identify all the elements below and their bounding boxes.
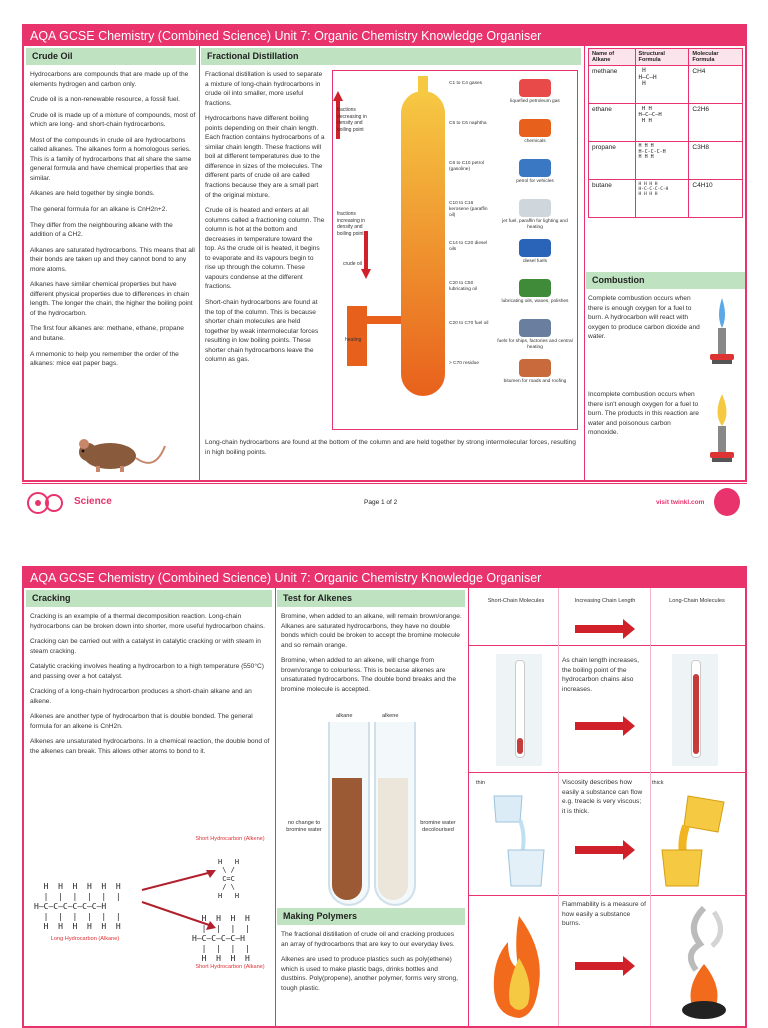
tube-label-alkene: alkene xyxy=(382,713,399,719)
fraction-product-icon xyxy=(519,319,551,337)
crude-oil-p10: The first four alkanes are: methane, ethane, propane and butane. xyxy=(30,325,184,343)
fraction-name: C1 to C4 gases xyxy=(449,81,483,86)
fraction-name: C20 to C70 fuel oil xyxy=(449,321,489,326)
fraction-product-icon xyxy=(519,199,551,217)
mouse-illustration xyxy=(70,432,170,474)
fraction-name: C10 to C16 kerosene (paraffin oil) xyxy=(449,201,488,219)
polymers-heading: Making Polymers xyxy=(277,908,465,925)
polymers-p2: Alkenes are used to produce plastics such as poly(ethene) which is used to make plastic bags, drinks bottles and dustbins. Poly(propene), another polymer, forms very strong, tough plastic. xyxy=(281,956,459,992)
structural-formula-propane: H H H H-C-C-C-H H H H xyxy=(635,142,689,180)
crude-oil-p3: Crude oil is made up of a mixture of compounds, most of which are long- and short-chain hydrocarbons. xyxy=(30,111,196,129)
up-label: fractions decreasing in density and boiling point xyxy=(337,107,367,133)
fraction-name: C6 to C10 petrol (gasoline) xyxy=(449,161,484,173)
bunsen-burner-yellow-icon xyxy=(704,392,740,464)
molecular-formula: C4H10 xyxy=(689,180,743,218)
crude-oil-heading: Crude Oil xyxy=(26,48,196,65)
complete-combustion: Complete combustion occurs when there is enough oxygen for a fuel to burn. A hydrocarbon will react with oxygen to produce carbon dioxide and water. xyxy=(588,295,700,341)
structural-formula-methane: H H—C—H H xyxy=(635,66,689,104)
low-thermometer-icon xyxy=(496,654,542,766)
structural-formula-butane: H H H H H-C-C-C-C-H H H H H xyxy=(635,180,689,218)
fractional-p3: Crude oil is heated and enters at all columns called a fractioning column. The column is hot at the bottom and decreases in temperature toward the top. As the crude oil is heated, it begins to evaporate and its vapours begin to rise up through the column. These vapours condense at the different fractions. xyxy=(205,207,325,291)
col-molecular: Molecular Formula xyxy=(689,49,743,66)
down-label: fractions increasing in density and boiling point xyxy=(337,211,366,237)
crude-oil-p9: Alkanes have similar chemical properties but have different physical properties due to differences in chain length. The longer the chain, the higher the boiling point of the hydrocarbon. xyxy=(30,281,193,317)
footer-url[interactable]: visit twinkl.com xyxy=(656,499,705,506)
crude-oil-p5: Alkanes are held together by single bonds. xyxy=(30,190,155,198)
fraction-use: petrol for vehicles xyxy=(516,179,554,184)
alkane-name: butane xyxy=(589,180,636,218)
fraction-name: > C70 residue xyxy=(449,361,479,366)
molecular-formula: C2H6 xyxy=(689,104,743,142)
crude-oil-text xyxy=(30,70,196,375)
short-alkane-structure: H H H H | | | | H—C—C—C—C—H | | | | H H H H xyxy=(192,914,250,963)
cracking-text xyxy=(30,612,272,763)
crude-oil-p1: Hydrocarbons are compounds that are made up of the elements hydrogen and carbon only. xyxy=(30,71,189,88)
col-long-chain: Long-Chain Molecules xyxy=(669,598,725,604)
long-alkane-structure: H H H H H H | | | | | | H—C—C—C—C—C—C—H | | | | | | H H H H H H xyxy=(34,882,121,931)
test-alkenes-p2: Bromine, when added to an alkene, will change from brown/orange to colourless. This is because alkenes are unsaturated hydrocarbons. The double bond breaks and the bromine molecule is accepted. xyxy=(281,657,457,693)
thick-label: thick xyxy=(652,780,664,786)
fraction-use: liquefied petroleum gas xyxy=(510,99,560,104)
long-alkane-label: Long Hydrocarbon (Alkane) xyxy=(50,936,120,942)
high-thermometer-icon xyxy=(672,654,718,766)
colourless-bromine-water xyxy=(378,778,408,900)
pouring-water-icon xyxy=(486,792,552,890)
increasing-arrow-4 xyxy=(575,962,625,970)
increasing-arrow-3 xyxy=(575,846,625,854)
increasing-arrow-1 xyxy=(575,625,625,633)
fraction-use: lubricating oils, waxes, polishes xyxy=(501,299,569,304)
incomplete-combustion: Incomplete combustion occurs when there isn't enough oxygen for a fuel to burn. The products in this reaction are water and poisonous carbon monoxide. xyxy=(588,391,699,437)
alkane-name: methane xyxy=(589,66,636,104)
crude-oil-p8: Alkanes are saturated hydrocarbons. This means that all their bonds are taken up and they cannot bond to any more atoms. xyxy=(30,246,195,273)
fraction-use: chemicals xyxy=(524,139,546,144)
pouring-oil-icon xyxy=(660,792,740,890)
small-fire-smoke-icon xyxy=(666,906,742,1022)
crude-oil-p2: Crude oil is a non-renewable resource, a fossil fuel. xyxy=(30,96,180,104)
fraction-use: fuels for ships, factories and central heating xyxy=(497,339,573,351)
cracking-p3: Catalytic cracking involves heating a hydrocarbon to a high temperature (550°C) and passing over a hot catalyst. xyxy=(30,663,264,680)
fraction-name: C5 to C6 naphtha xyxy=(449,121,487,126)
col-increasing: Increasing Chain Length xyxy=(574,598,636,604)
alkanes-table xyxy=(588,48,743,218)
col-short-chain: Short-Chain Molecules xyxy=(487,598,545,604)
large-fire-icon xyxy=(486,912,552,1022)
crude-oil-p4: Most of the compounds in crude oil are hydrocarbons called alkanes. The alkanes form a homologous series. This is a family of hydrocarbons that all share the same general formula and have chemical properties that are similar. xyxy=(30,136,192,182)
heating-label: heating xyxy=(345,337,362,343)
crude-oil-p6: The general formula for an alkane is CnH2n+2. xyxy=(30,206,168,214)
cracking-p1: Cracking is an example of a thermal decomposition reaction. Long-chain hydrocarbons can be broken down into shorter, more useful hydrocarbon chains. xyxy=(30,613,265,630)
page2-title: AQA GCSE Chemistry (Combined Science) Unit 7: Organic Chemistry Knowledge Organiser xyxy=(22,566,747,588)
footer-brand: Science xyxy=(74,496,112,507)
combustion-heading: Combustion xyxy=(586,272,745,289)
structural-formula-ethane: H H H—C—C—H H H xyxy=(635,104,689,142)
fraction-product-icon xyxy=(519,119,551,137)
tube-label-alkane: alkane xyxy=(336,713,353,719)
test-alkenes-text xyxy=(281,612,463,700)
fraction-product-icon xyxy=(519,279,551,297)
short-alkene-label: Short Hydrocarbon (Alkene) xyxy=(195,836,265,842)
crude-oil-p7: They differ from the neighbouring alkane with the addition of a CH2. xyxy=(30,221,173,239)
test-alkenes-p1: Bromine, when added to an alkane, will remain brown/orange. Alkanes are saturated hydrocarbons, they have no double bonds which could be broken to accept the bromine molecule and so remain orange. xyxy=(281,613,462,649)
fractional-p2: Hydrocarbons have different boiling points depending on their chain length. Each fraction contains hydrocarbons of a similar chain length. These fractions will boil at different temperatures due to the difference in sizes of the molecules. The different parts of crude oil are called fractions because they are a small part of the original mixture. xyxy=(205,115,325,199)
col-name: Name of Alkane xyxy=(589,49,636,66)
fraction-name: C20 to C50 lubricating oil xyxy=(449,281,477,293)
distillation-diagram xyxy=(332,70,578,430)
fraction-name: C14 to C20 diesel oils xyxy=(449,241,488,253)
brown-bromine-water xyxy=(332,778,362,900)
flammability-text: Flammability is a measure of how easily a substance burns. xyxy=(562,901,646,928)
fraction-product-icon xyxy=(519,79,551,97)
crude-oil-p11: A mnemonic to help you remember the order of the alkanes: mice eat paper bags. xyxy=(30,350,179,368)
crude-oil-label: crude oil xyxy=(343,261,362,267)
alkane-name: propane xyxy=(589,142,636,180)
fraction-product-icon xyxy=(519,359,551,377)
molecular-formula: C3H8 xyxy=(689,142,743,180)
polymers-p1: The fractional distillation of crude oil and cracking produces an array of hydrocarbons that are key to our everyday lives. xyxy=(281,931,455,948)
molecular-formula: CH4 xyxy=(689,66,743,104)
fractional-text xyxy=(205,70,325,371)
no-change-label: no change to bromine water xyxy=(286,820,322,834)
cracking-p5: Alkenes are another type of hydrocarbon that is double bonded. The general formula for an alkene is CnH2n. xyxy=(30,713,253,730)
fraction-use: bitumen for roads and roofing xyxy=(503,379,567,384)
test-alkenes-heading: Test for Alkenes xyxy=(277,590,465,607)
cracking-heading: Cracking xyxy=(26,590,272,607)
fraction-product-icon xyxy=(519,239,551,257)
fractional-p4: Short-chain hydrocarbons are found at the top of the column. This is because shorter chain molecules are held together by weak intermolecular forces resulting in low boiling points. These shorter chain hydrocarbons leave the column as gas. xyxy=(205,299,319,364)
cracking-p2: Cracking can be carried out with a catalyst in catalytic cracking or with steam in steam cracking. xyxy=(30,638,261,655)
short-alkane-label: Short Hydrocarbon (Alkane) xyxy=(195,964,265,970)
increasing-arrow-2 xyxy=(575,722,625,730)
thin-label: thin xyxy=(476,780,486,786)
polymers-text xyxy=(281,930,463,999)
fraction-use: diesel fuels xyxy=(523,259,547,264)
fraction-use: jet fuel, paraffin for lighting and heating xyxy=(502,219,568,231)
fraction-product-icon xyxy=(519,159,551,177)
decolourised-label: bromine water decolourised xyxy=(420,820,456,834)
footer-page: Page 1 of 2 xyxy=(364,499,398,506)
col-structural: Structural Formula xyxy=(635,49,689,66)
fractional-p5: Long-chain hydrocarbons are found at the bottom of the column and are held together by strong intermolecular forces, resulting in high boiling points. xyxy=(205,439,576,456)
bunsen-burner-blue-icon xyxy=(704,294,740,366)
boiling-point-text: As chain length increases, the boiling point of the hydrocarbon chains also increases. xyxy=(562,657,639,693)
twinkl-badge-icon xyxy=(714,488,740,516)
viscosity-text: Viscosity describes how easily a substance can flow e.g. treacle is very viscous; it is thick. xyxy=(562,779,643,815)
cracking-p4: Cracking of a long-chain hydrocarbon produces a short-chain alkane and an alkene. xyxy=(30,688,252,705)
alkene-structure: H H \ / C=C / \ H H xyxy=(218,858,240,900)
cracking-p6: Alkenes are unsaturated hydrocarbons. In a chemical reaction, the double bond of the alkenes can break. This allows other atoms to bond to it. xyxy=(30,738,270,756)
page1-title: AQA GCSE Chemistry (Combined Science) Unit 7: Organic Chemistry Knowledge Organiser xyxy=(22,24,747,46)
alkane-name: ethane xyxy=(589,104,636,142)
fractional-p1: Fractional distillation is used to separate a mixture of long-chain hydrocarbons in crude oil into smaller, more useful fractions. xyxy=(205,71,323,107)
twinkl-logo-icon xyxy=(24,490,70,516)
fractional-heading: Fractional Distillation xyxy=(201,48,581,65)
